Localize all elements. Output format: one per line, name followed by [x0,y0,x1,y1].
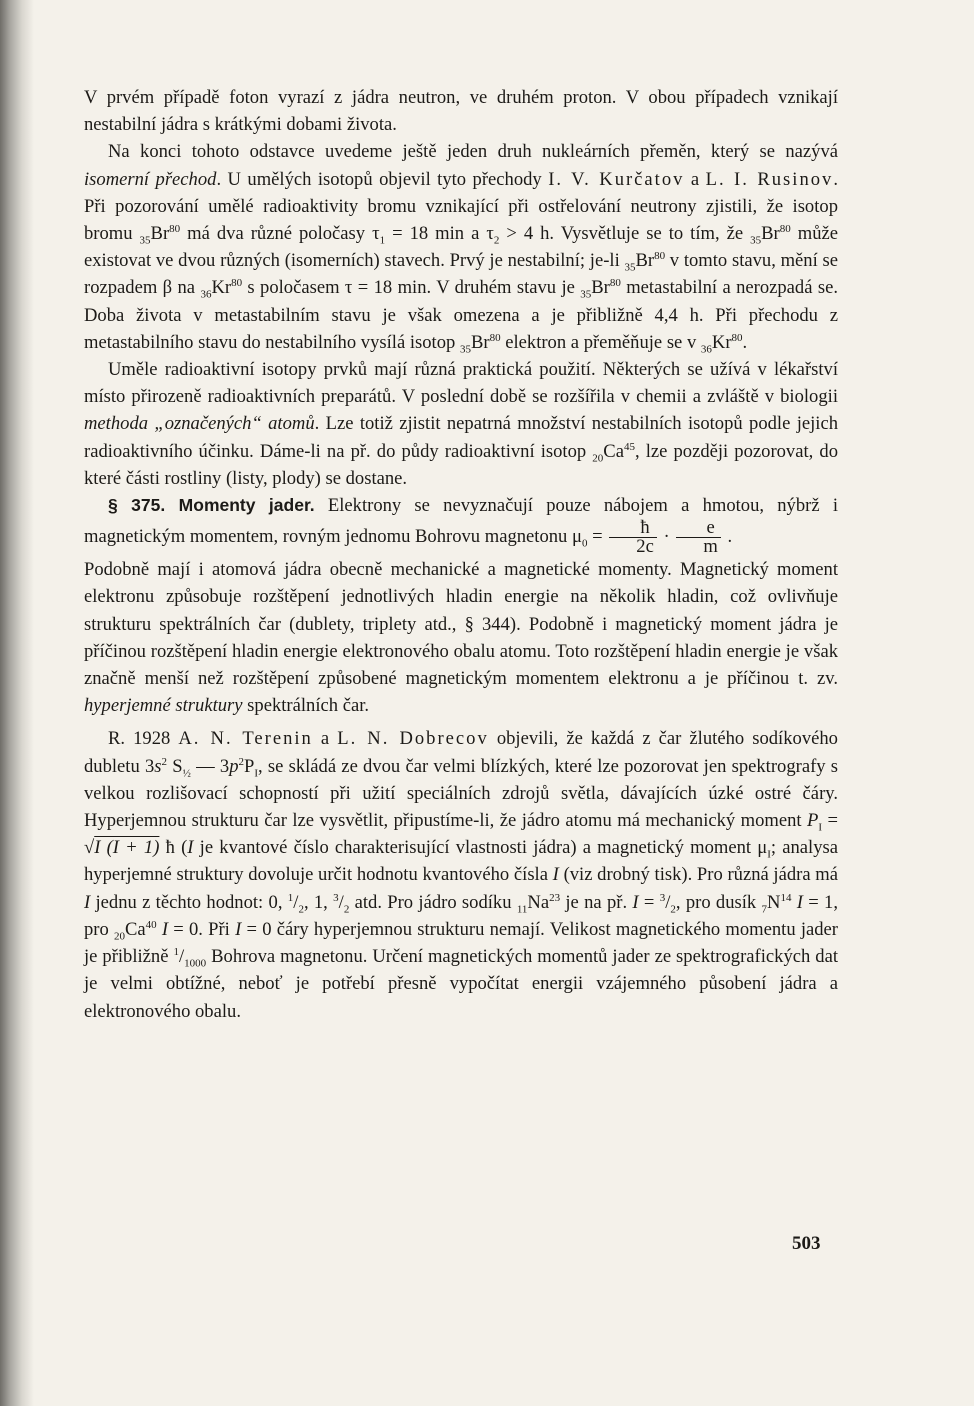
mass-number: 80 [231,277,243,290]
subscript: I [767,849,771,861]
element-symbol: N [767,891,781,913]
text-run: , 1, [303,891,334,913]
element-symbol: Kr [211,277,232,299]
subscript: 0 [581,537,588,550]
atomic-number: 35 [750,234,762,247]
text-run: ; analysa hyperjemné struktury dovoluje určit hodnotu kvantového čísla [84,837,839,886]
text-run: má dva různé poločasy τ [180,223,380,245]
mass-number: 14 [780,891,792,904]
text-run: I [84,891,91,913]
text-run: P [807,810,819,832]
element-symbol: Br [761,223,780,245]
subscript: 1 [379,234,386,247]
text-run: I [632,891,639,913]
text-run: , se skládá ze dvou čar velmi blízkých, které lze pozorovat jen spektrografy s velkou rozlišovací schopností při užití speciálních zdrojů světla, dávajících úzké ostré čáry. Hyperjemnou strukturu čar lze vysvětlit, připustíme-li, že jádro atomu má mechanický moment [84,755,839,832]
text-run: = [587,526,608,548]
text-run: , lze později pozorovat, do které části rostliny (listy, plody) se dostane. [84,440,838,489]
subscript: 2 [343,903,350,916]
text-run: , pro dusík [675,891,762,913]
subscript: ½ [182,767,191,780]
scan-edge-shadow [0,0,34,1406]
atomic-number: 7 [761,903,768,916]
mass-number: 80 [731,331,743,344]
fraction-denominator: 2c [636,536,654,558]
text-run: (viz drobný tisk). Pro různá jádra má [558,864,839,886]
text-run: / [338,891,344,913]
mass-number: 80 [654,250,666,263]
text-run: = 1, pro [84,891,839,940]
text-run: je na př. [560,891,633,913]
text-run: Na konci tohoto odstavce uvedeme ještě jeden druh nukleárních přeměn, který se nazývá [108,141,838,163]
text-run: může existovat ve dvou různých (isomerních) stavech. Prvý je nestabilní; je-li [84,223,839,272]
subscript: 2 [298,903,304,916]
text-run: / [178,946,185,968]
superscript: 1 [173,945,179,958]
section-heading: § 375. Momenty jader. [108,495,315,516]
term-tagged-atoms: methoda „označených“ atomů [84,413,315,435]
book-page [84,84,838,1025]
mass-number: 80 [779,222,791,235]
subscript: I [818,821,823,834]
text-run: > 4 h. Vysvětluje se to tím, že [499,223,751,245]
superscript: 3 [659,891,666,904]
text-run: = 18 min a τ [385,223,494,245]
mass-number: 80 [609,277,621,290]
mass-number: 80 [169,222,181,235]
element-symbol: Ca [125,918,146,940]
text-run: v tomto stavu, mění se rozpadem β na [84,250,838,299]
term-isomeric-transition: isomerní přechod [84,168,217,190]
atomic-number: 20 [592,452,604,465]
paragraph-4 [84,725,838,1024]
mass-number: 45 [623,440,635,453]
text-run: je kvantové číslo charakterisující vlastnosti jádra) a magnetický moment μ [193,837,768,859]
atomic-number: 36 [200,289,212,302]
paragraph-3 [84,356,838,492]
text-run: / [665,891,671,913]
author-name: I. V. Kurčatov [548,168,685,190]
term-hyperfine-structure: hyperjemné struktury [84,695,243,717]
text-run: ħ ( [159,837,188,859]
element-symbol: Br [635,250,655,272]
text-run: — 3 [190,755,230,777]
text-run: = √ [84,810,839,859]
element-symbol: Br [150,223,170,245]
text-run: objevili, že každá z čar žlutého sodíkového dubletu 3 [84,728,838,777]
author-name: L. I. Rusinov [705,168,834,190]
atomic-number: 35 [624,261,636,274]
text-run: . U umělých isotopů objevil tyto přechody [216,168,549,190]
text-run: P [244,755,255,777]
subscript: 1000 [184,957,207,970]
mass-number: 80 [489,331,501,344]
text-run: = [638,891,660,913]
atomic-number: 35 [459,343,471,356]
atomic-number: 20 [114,930,125,943]
text-run: · [658,526,675,548]
text-run: . Lze totiž zjistit nepatrná množství nestabilních isotopů podle jejich radioaktivního účinku. Dáme-li na př. do půdy radioaktivní isotop [84,413,838,462]
paragraph-1 [84,84,838,138]
text-run: Bohrova magnetonu. Určení magnetických momentů jader ze spektrografických dat je velmi obtížné, neboť je potřebí přesně vypočítat energii vzájemného působení jádra a elektronového obalu. [84,946,838,1022]
text-run: Podobně mají i atomová jádra obecně mechanické a magnetické momenty. Magnetický moment elektronu způsobuje rozštěpení jednotlivých hladin energie na několik hladin, což ovlivňuje strukturu spektrálních čar (dublety, triplety atd., § 344). Podobně i magnetický moment jádra je příčinou rozštěpení hladin energie elektronového obalu atomu. Toto rozštěpení hladin energie je však značně menší než rozštěpení způsobené magnetickým momentem elektronu a je příčinou t. zv. [84,559,838,690]
text-run: spektrálních čar. [242,695,370,717]
text-run: Elektrony se nevyznačují pouze nábojem a hmotou, nýbrž i magnetickým momentem, rovným jednomu Bohrovu magnetonu μ [84,495,838,548]
atomic-number: 36 [700,343,712,356]
sqrt-argument: I (I + 1) [94,837,160,859]
text-run: . Při pozorování umělé radioaktivity bromu vznikající při ostřelování neutrony zjistili, že isotop bromu [84,168,838,245]
subscript: 2 [493,234,500,247]
text-run: s [154,755,162,777]
fraction-numerator: e [676,519,720,538]
mass-number: 40 [145,918,157,931]
atomic-number: 35 [139,234,151,247]
paragraph-2 [84,138,838,356]
text-run: I [161,918,169,940]
element-symbol: Kr [711,331,732,353]
element-symbol: Na [527,891,550,913]
element-symbol: Br [470,331,490,353]
element-symbol: Ca [603,440,624,462]
text-run: I [796,891,803,913]
text-run: I [235,918,242,940]
mass-number: 23 [549,891,561,904]
text-run: I [187,837,194,859]
superscript: 3 [333,891,339,904]
subscript: 2 [670,903,676,916]
text-run: = 0. Při [168,918,236,940]
text-run: a [684,168,706,190]
atomic-number: 35 [580,289,592,302]
author-name: A. N. Terenin [178,728,313,750]
page-number: 503 [792,1233,821,1254]
fraction-e-m [676,519,720,556]
text-run: s poločasem τ = 18 min. V druhém stavu je [242,277,581,299]
superscript: 1 [287,891,294,904]
atomic-number: 11 [516,903,528,916]
fraction-numerator: ħ [609,519,657,538]
text-run: jednu z těchto hodnot: 0, [90,891,288,913]
text-run: . [742,331,748,353]
text-run: I [552,864,559,886]
text-run: Uměle radioaktivní isotopy prvků mají různá praktická použití. Některých se užívá v lékařství místo přirozeně radioaktivních preparátů. V poslední době se rozšířila v chemii a zvláště v biologii [84,359,838,408]
text-run: metastabilní a nerozpadá se. Doba života v metastabilním stavu je však omezena a je přibližně 4,4 h. Při přechodu z metastabilního stavu do nestabilního vysílá isotop [84,277,838,353]
text-run: = 0 čáry hyperjemnou strukturu nemají. Velikost magnetického momentu jader je přibližně [84,918,838,968]
fraction-denominator: m [703,536,718,558]
fraction-hbar-2c [609,519,657,556]
section-375 [84,492,838,719]
subscript: I [254,767,259,780]
text-run: a [312,728,338,750]
text-run: atd. Pro jádro sodíku [349,891,517,913]
text-run: . [722,526,733,548]
element-symbol: Br [591,277,610,299]
text-run: / [293,891,299,913]
text-run: R. 1928 [108,728,179,750]
text-run: S [167,755,183,777]
paragraph-1-text: V prvém případě foton vyrazí z jádra neutron, ve druhém proton. V obou případech vznikají nestabilní jádra s krátkými dobami života. [84,87,838,136]
superscript: 2 [238,755,244,768]
text-run: elektron a přeměňuje se v [500,331,701,353]
superscript: 2 [161,755,168,768]
text-run: p [229,755,239,777]
author-name: L. N. Dobrecov [337,728,489,750]
